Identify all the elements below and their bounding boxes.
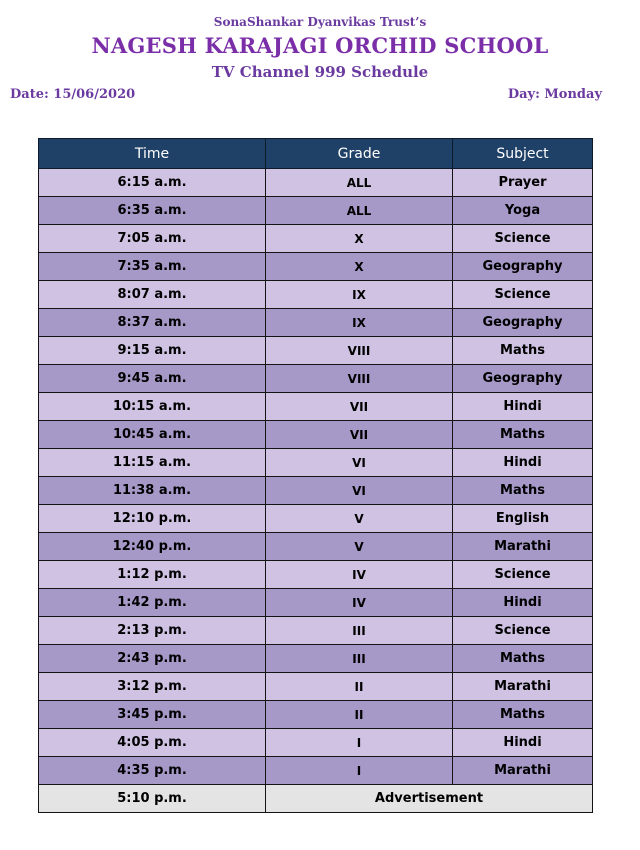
table-header-row: [39, 139, 593, 169]
subject-cell: Hindi: [453, 589, 593, 617]
time-cell: 11:38 a.m.: [39, 477, 266, 505]
subject-cell: Maths: [453, 477, 593, 505]
time-cell: 1:12 p.m.: [39, 561, 266, 589]
subject-cell: Marathi: [453, 757, 593, 785]
schedule-table: [38, 138, 593, 813]
time-cell: 1:42 p.m.: [39, 589, 266, 617]
schedule-day: Day: Monday: [507, 87, 602, 102]
time-cell: 2:13 p.m.: [39, 617, 266, 645]
grade-cell: IX: [266, 281, 453, 309]
time-cell: 6:15 a.m.: [39, 169, 266, 197]
grade-cell: VI: [266, 477, 453, 505]
subject-cell: Marathi: [453, 673, 593, 701]
time-cell: 12:40 p.m.: [39, 533, 266, 561]
column-header-subject: Subject: [453, 139, 593, 169]
table-row: [39, 169, 593, 197]
table-row: [39, 757, 593, 785]
table-row: [39, 337, 593, 365]
time-cell: 9:45 a.m.: [39, 365, 266, 393]
subject-cell: Science: [453, 281, 593, 309]
subject-cell: Hindi: [453, 729, 593, 757]
grade-cell: III: [266, 617, 453, 645]
time-cell: 11:15 a.m.: [39, 449, 266, 477]
grade-cell: V: [266, 533, 453, 561]
grade-cell: ALL: [266, 197, 453, 225]
table-row: [39, 281, 593, 309]
grade-cell: VIII: [266, 337, 453, 365]
school-name: NAGESH KARAJAGI ORCHID SCHOOL: [91, 33, 549, 58]
subject-cell: Marathi: [453, 533, 593, 561]
schedule-title: TV Channel 999 Schedule: [211, 63, 429, 81]
subject-cell: Science: [453, 617, 593, 645]
table-row: [39, 421, 593, 449]
grade-cell: X: [266, 225, 453, 253]
table-row: [39, 225, 593, 253]
table-row: [39, 645, 593, 673]
grade-cell: I: [266, 729, 453, 757]
table-row: [39, 477, 593, 505]
grade-cell: VII: [266, 421, 453, 449]
grade-cell: IX: [266, 309, 453, 337]
time-cell: 7:05 a.m.: [39, 225, 266, 253]
table-row: [39, 561, 593, 589]
time-cell: 3:12 p.m.: [39, 673, 266, 701]
grade-cell: III: [266, 645, 453, 673]
table-row: [39, 533, 593, 561]
time-cell: 4:05 p.m.: [39, 729, 266, 757]
column-header-time: Time: [39, 139, 266, 169]
time-cell: 12:10 p.m.: [39, 505, 266, 533]
grade-cell: II: [266, 673, 453, 701]
table-row: [39, 589, 593, 617]
subject-cell: Science: [453, 225, 593, 253]
time-cell: 9:15 a.m.: [39, 337, 266, 365]
table-row: [39, 729, 593, 757]
table-row: [39, 309, 593, 337]
subject-cell: Maths: [453, 645, 593, 673]
time-cell: 3:45 p.m.: [39, 701, 266, 729]
time-cell: 6:35 a.m.: [39, 197, 266, 225]
subject-cell: English: [453, 505, 593, 533]
time-cell: 10:15 a.m.: [39, 393, 266, 421]
time-cell: 8:07 a.m.: [39, 281, 266, 309]
column-header-grade: Grade: [266, 139, 453, 169]
time-cell: 10:45 a.m.: [39, 421, 266, 449]
grade-cell: VII: [266, 393, 453, 421]
grade-cell: X: [266, 253, 453, 281]
grade-cell: VIII: [266, 365, 453, 393]
table-row: [39, 393, 593, 421]
table-row: [39, 505, 593, 533]
grade-cell: IV: [266, 561, 453, 589]
subject-cell: Geography: [453, 365, 593, 393]
subject-cell: Hindi: [453, 393, 593, 421]
schedule-body: [39, 169, 593, 813]
time-cell: 4:35 p.m.: [39, 757, 266, 785]
table-row: [39, 449, 593, 477]
advertisement-row: [39, 785, 593, 813]
time-cell: 2:43 p.m.: [39, 645, 266, 673]
trust-name: SonaShankar Dyanvikas Trust’s: [213, 15, 427, 29]
grade-cell: I: [266, 757, 453, 785]
table-row: [39, 673, 593, 701]
time-cell: 8:37 a.m.: [39, 309, 266, 337]
subject-cell: Maths: [453, 701, 593, 729]
subject-cell: Yoga: [453, 197, 593, 225]
table-row: [39, 617, 593, 645]
grade-cell: VI: [266, 449, 453, 477]
time-cell: 7:35 a.m.: [39, 253, 266, 281]
grade-cell: ALL: [266, 169, 453, 197]
subject-cell: Hindi: [453, 449, 593, 477]
subject-cell: Maths: [453, 421, 593, 449]
advertisement-cell: Advertisement: [266, 785, 593, 813]
schedule-date: Date: 15/06/2020: [10, 87, 136, 102]
grade-cell: II: [266, 701, 453, 729]
grade-cell: IV: [266, 589, 453, 617]
table-row: [39, 197, 593, 225]
subject-cell: Geography: [453, 309, 593, 337]
grade-cell: V: [266, 505, 453, 533]
subject-cell: Geography: [453, 253, 593, 281]
subject-cell: Maths: [453, 337, 593, 365]
table-row: [39, 701, 593, 729]
time-cell: 5:10 p.m.: [39, 785, 266, 813]
subject-cell: Prayer: [453, 169, 593, 197]
table-row: [39, 253, 593, 281]
table-row: [39, 365, 593, 393]
subject-cell: Science: [453, 561, 593, 589]
